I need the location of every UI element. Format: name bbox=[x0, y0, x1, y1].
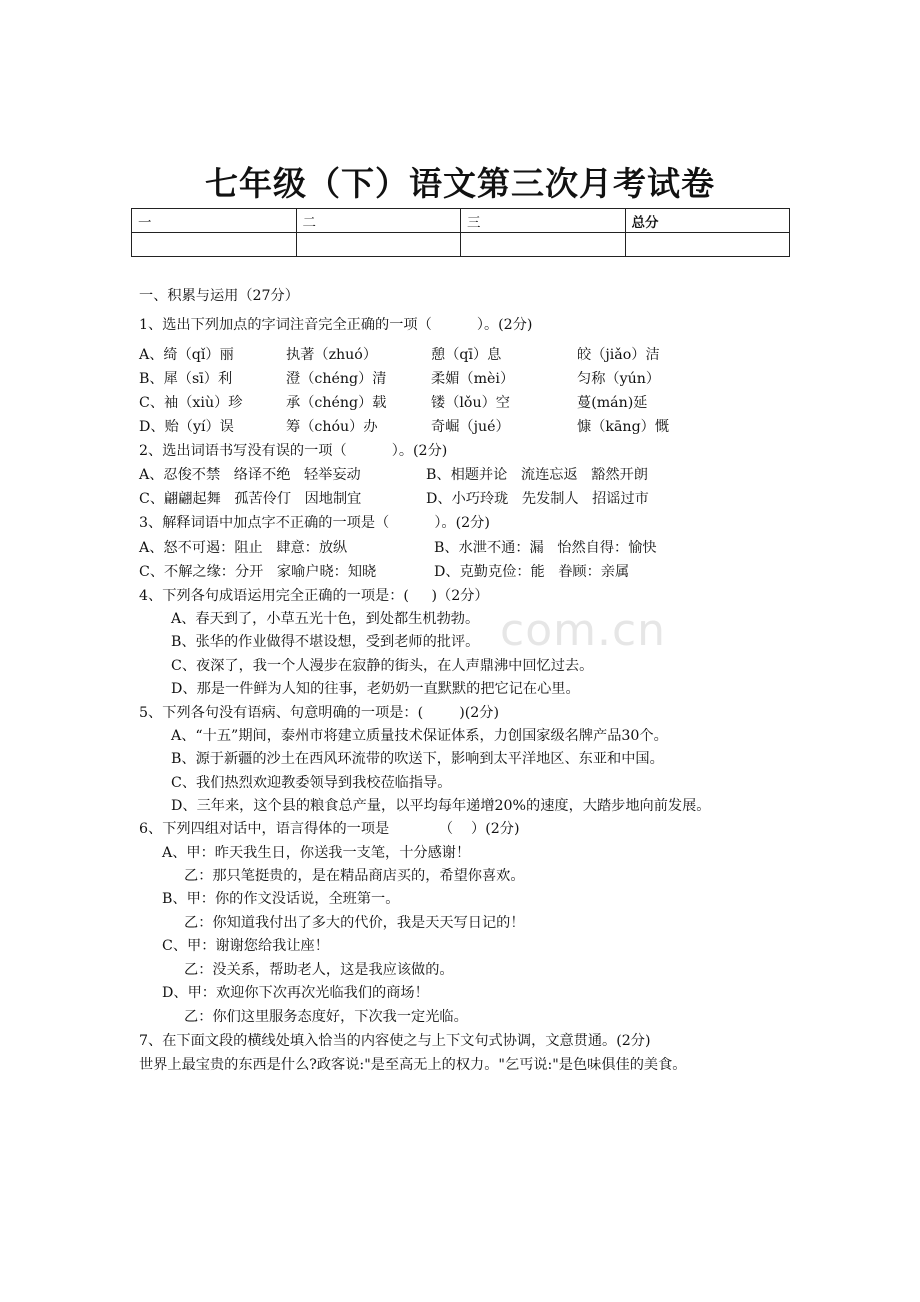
q6-b-line1: B、甲：你的作文没话说，全班第一。 bbox=[162, 891, 400, 907]
q3-option-c: C、不解之缘：分开 家喻户晓：知晓 bbox=[139, 564, 377, 580]
q5-option-a: A、“十五”期间，泰州市将建立质量技术保证体系，力创国家级名牌产品30个。 bbox=[171, 728, 668, 744]
q1-option-d2: 筹（chóu）办 bbox=[286, 419, 378, 435]
q1-option-a2: 执著（zhuó） bbox=[286, 347, 378, 363]
watermark: com.cn bbox=[500, 605, 667, 656]
q6-b-line2: 乙：你知道我付出了多大的代价，我是天天写日记的！ bbox=[184, 915, 525, 931]
section-heading: 一、积累与运用（27分） bbox=[139, 288, 299, 304]
q1-option-b1: B、犀（sī）利 bbox=[139, 371, 233, 387]
q4-stem: 4、下列各句成语运用完全正确的一项是：( )（2分） bbox=[139, 588, 489, 604]
score-cell-2[interactable] bbox=[296, 233, 461, 257]
q1-option-d1: D、贻（yí）误 bbox=[139, 419, 234, 435]
q1-option-c4: 蔓(mán)延 bbox=[577, 395, 648, 411]
q1-option-d4: 慷（kāng）慨 bbox=[577, 419, 670, 435]
page-title: 七年级（下）语文第三次月考试卷 bbox=[205, 164, 715, 203]
q5-option-c: C、我们热烈欢迎教委领导到我校莅临指导。 bbox=[171, 775, 452, 791]
q5-stem: 5、下列各句没有语病、句意明确的一项是：( )(2分) bbox=[139, 705, 500, 721]
score-table bbox=[131, 208, 790, 257]
q2-option-c: C、翩翩起舞 孤苦伶仃 因地制宜 bbox=[139, 491, 362, 507]
q1-option-a3: 憩（qī）息 bbox=[431, 347, 502, 363]
q1-option-d3: 奇崛（jué） bbox=[431, 419, 510, 435]
q3-option-d: D、克勤克俭：能 眷顾：亲属 bbox=[434, 564, 630, 580]
q4-option-c: C、夜深了，我一个人漫步在寂静的街头，在人声鼎沸中回忆过去。 bbox=[171, 658, 594, 674]
q6-stem: 6、下列四组对话中，语言得体的一项是 （ ）(2分) bbox=[139, 821, 520, 837]
q6-d-line1: D、甲：欢迎你下次再次光临我们的商场！ bbox=[162, 985, 429, 1001]
q6-d-line2: 乙：你们这里服务态度好，下次我一定光临。 bbox=[184, 1009, 468, 1025]
q1-option-a1: A、绮（qǐ）丽 bbox=[139, 347, 234, 363]
score-cell-total[interactable] bbox=[625, 233, 790, 257]
score-header-2: 二 bbox=[296, 209, 461, 233]
q2-stem: 2、选出词语书写没有误的一项（ ）。(2分) bbox=[139, 443, 448, 459]
score-table-header-row bbox=[132, 209, 790, 233]
q1-option-a4: 皎（jiǎo）洁 bbox=[577, 347, 660, 363]
q2-option-d: D、小巧玲珑 先发制人 招谣过市 bbox=[426, 491, 649, 507]
score-cell-3[interactable] bbox=[461, 233, 626, 257]
q1-option-c2: 承（chéng）载 bbox=[286, 395, 387, 411]
q2-option-a: A、忍俊不禁 络译不绝 轻举妄动 bbox=[139, 467, 361, 483]
q6-a-line2: 乙：那只笔挺贵的，是在精品商店买的，希望你喜欢。 bbox=[184, 868, 525, 884]
q6-c-line1: C、甲：谢谢您给我让座！ bbox=[162, 938, 329, 954]
q1-stem: 1、选出下列加点的字词注音完全正确的一项（ ）。(2分) bbox=[139, 317, 533, 333]
q4-option-b: B、张华的作业做得不堪设想，受到老师的批评。 bbox=[171, 634, 480, 650]
q3-stem: 3、解释词语中加点字不正确的一项是（ ）。(2分) bbox=[139, 515, 490, 531]
score-header-1: 一 bbox=[132, 209, 297, 233]
score-table-value-row bbox=[132, 233, 790, 257]
q7-text: 世界上最宝贵的东西是什么?政客说:"是至高无上的权力。"乞丐说:"是色味俱佳的美食。 bbox=[139, 1057, 687, 1073]
score-cell-1[interactable] bbox=[132, 233, 297, 257]
q5-option-b: B、源于新疆的沙土在西风环流带的吹送下，影响到太平洋地区、东亚和中国。 bbox=[171, 751, 664, 767]
score-header-total: 总分 bbox=[625, 209, 790, 233]
q1-option-c1: C、袖（xiù）珍 bbox=[139, 395, 243, 411]
q2-option-b: B、相题并论 流连忘返 豁然开朗 bbox=[426, 467, 648, 483]
q5-option-d: D、三年来，这个县的粮食总产量，以平均每年递增20%的速度，大踏步地向前发展。 bbox=[171, 798, 711, 814]
q4-option-a: A、春天到了，小草五光十色，到处都生机勃勃。 bbox=[171, 611, 480, 627]
score-header-3: 三 bbox=[461, 209, 626, 233]
q1-option-b3: 柔媚（mèi） bbox=[431, 371, 515, 387]
q1-option-c3: 镂（lǒu）空 bbox=[431, 395, 510, 411]
q3-option-a: A、怒不可遏：阻止 肆意：放纵 bbox=[139, 540, 348, 556]
q6-a-line1: A、甲：昨天我生日，你送我一支笔，十分感谢！ bbox=[162, 845, 471, 861]
q1-option-b4: 匀称（yún） bbox=[577, 371, 661, 387]
q1-option-b2: 澄（chéng）清 bbox=[286, 371, 387, 387]
q7-stem: 7、在下面文段的横线处填入恰当的内容使之与上下文句式协调，文意贯通。(2分) bbox=[139, 1033, 651, 1049]
q6-c-line2: 乙：没关系，帮助老人，这是我应该做的。 bbox=[184, 962, 454, 978]
q3-option-b: B、水泄不通：漏 怡然自得：愉快 bbox=[434, 540, 657, 556]
q4-option-d: D、那是一件鲜为人知的往事，老奶奶一直默默的把它记在心里。 bbox=[171, 681, 580, 697]
